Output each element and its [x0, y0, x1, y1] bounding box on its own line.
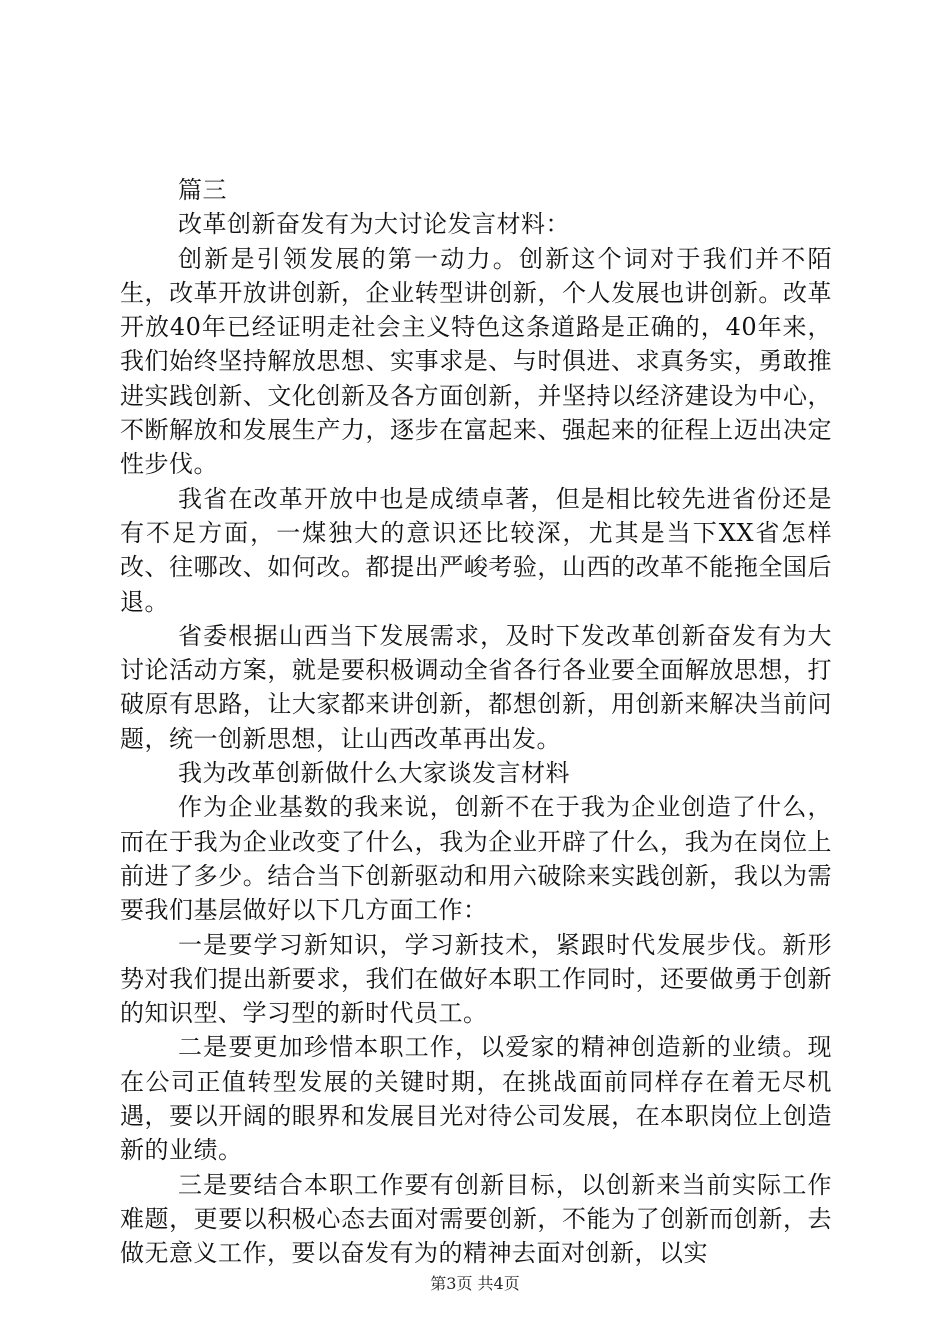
document-body — [120, 173, 832, 1271]
paragraph: 创新是引领发展的第一动力。创新这个词对于我们并不陌生，改革开放讲创新，企业转型讲创新，个人发展也讲创新。改革开放40年已经证明走社会主义特色这条道路是正确的，40年来，我们始终坚持解放思想、实事求是、与时俱进、求真务实，勇敢推进实践创新、文化创新及各方面创新，并坚持以经济建设为中心，不断解放和发展生产力，逐步在富起来、强起来的征程上迈出决定性步伐。 — [120, 244, 832, 479]
paragraph: 作为企业基数的我来说，创新不在于我为企业创造了什么，而在于我为企业改变了什么，我为企业开辟了什么，我为在岗位上前进了多少。结合当下创新驱动和用六破除来实践创新，我以为需要我们基层做好以下几方面工作： — [120, 793, 832, 925]
paragraph: 我省在改革开放中也是成绩卓著，但是相比较先进省份还是有不足方面，一煤独大的意识还比较深，尤其是当下XX省怎样改、往哪改、如何改。都提出严峻考验，山西的改革不能拖全国后退。 — [120, 484, 832, 616]
paragraph: 一是要学习新知识，学习新技术，紧跟时代发展步伐。新形势对我们提出新要求，我们在做好本职工作同时，还要做勇于创新的知识型、学习型的新时代员工。 — [120, 930, 832, 1028]
section-heading: 篇三 — [178, 176, 227, 204]
page-number-footer: 第3页 共4页 — [430, 1274, 520, 1293]
paragraph: 二是要更加珍惜本职工作，以爱家的精神创造新的业绩。现在公司正值转型发展的关键时期，在挑战面前同样存在着无尽机遇，要以开阔的眼界和发展目光对待公司发展，在本职岗位上创造新的业绩。 — [120, 1033, 832, 1165]
paragraph: 三是要结合本职工作要有创新目标，以创新来当前实际工作难题，更要以积极心态去面对需要创新，不能为了创新而创新，去做无意义工作，要以奋发有为的精神去面对创新，以实 — [120, 1170, 832, 1268]
document-subtitle: 改革创新奋发有为大讨论发言材料： — [178, 210, 570, 239]
paragraph: 省委根据山西当下发展需求，及时下发改革创新奋发有为大讨论活动方案，就是要积极调动全省各行各业要全面解放思想，打破原有思路，让大家都来讲创新，都想创新，用创新来解决当前问题，统一创新思想，让山西改革再出发。 — [120, 621, 832, 753]
sub-heading: 我为改革创新做什么大家谈发言材料 — [178, 759, 570, 788]
